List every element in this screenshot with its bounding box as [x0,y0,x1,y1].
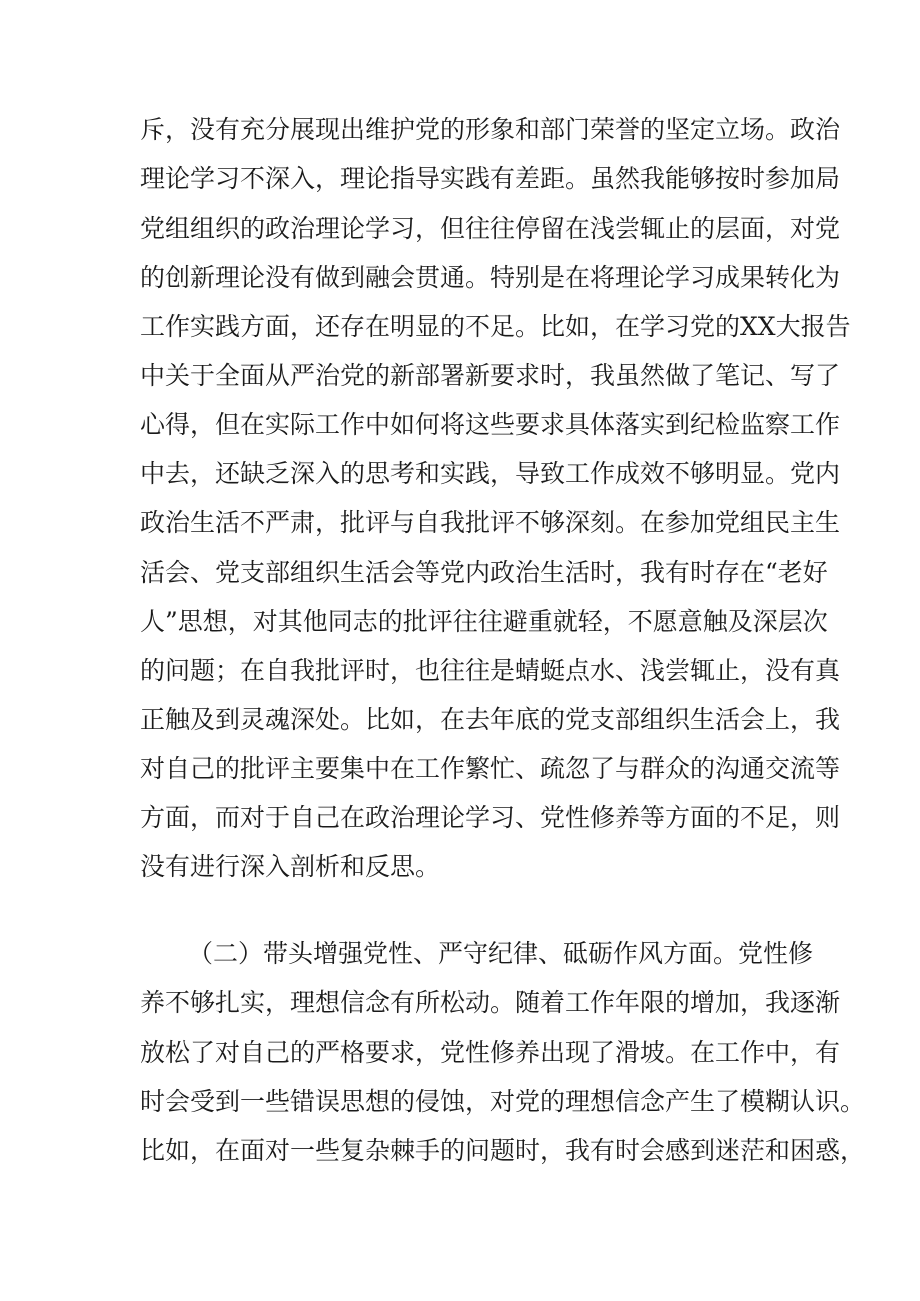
text-line: 工作实践方面，还存在明显的不足。比如，在学习党的XX大报告 [140,312,851,341]
text-line: 的创新理论没有做到融会贯通。特别是在将理论学习成果转化为 [140,263,841,292]
text-line: 政治生活不严肃，批评与自我批评不够深刻。在参加党组民主生 [140,508,841,537]
text-line: 斥，没有充分展现出维护党的形象和部门荣誉的坚定立场。政治 [140,115,841,144]
text-line: 人”思想，对其他同志的批评往往避重就轻，不愿意触及深层次 [140,607,828,636]
section-heading-line: （二）带头增强党性、严守纪律、砥砺作风方面。党性修 [188,939,814,968]
text-line: 党组组织的政治理论学习，但往往停留在浅尝辄止的层面，对党 [140,214,841,243]
text-line: 养不够扎实，理想信念有所松动。随着工作年限的增加，我逐渐 [140,988,841,1017]
text-line: 时会受到一些错误思想的侵蚀，对党的理想信念产生了模糊认识。 [140,1087,866,1116]
text-line: 比如，在面对一些复杂棘手的问题时，我有时会感到迷茫和困惑， [140,1136,866,1165]
text-line: 中去，还缺乏深入的思考和实践，导致工作成效不够明显。党内 [140,459,841,488]
text-line: 正触及到灵魂深处。比如，在去年底的党支部组织生活会上，我 [140,705,841,734]
text-line: 方面，而对于自己在政治理论学习、党性修养等方面的不足，则 [140,803,841,832]
text-line: 中关于全面从严治党的新部署新要求时，我虽然做了笔记、写了 [140,361,841,390]
text-line: 放松了对自己的严格要求，党性修养出现了滑坡。在工作中，有 [140,1038,841,1067]
text-line: 活会、党支部组织生活会等党内政治生活时，我有时存在“老好 [140,558,828,587]
text-line: 心得，但在实际工作中如何将这些要求具体落实到纪检监察工作 [140,410,841,439]
text-line: 的问题；在自我批评时，也往往是蜻蜓点水、浅尝辄止，没有真 [140,656,841,685]
text-line: 对自己的批评主要集中在工作繁忙、疏忽了与群众的沟通交流等 [140,754,841,783]
text-line: 理论学习不深入，理论指导实践有差距。虽然我能够按时参加局 [140,164,841,193]
text-line: 没有进行深入剖析和反思。 [140,852,441,881]
